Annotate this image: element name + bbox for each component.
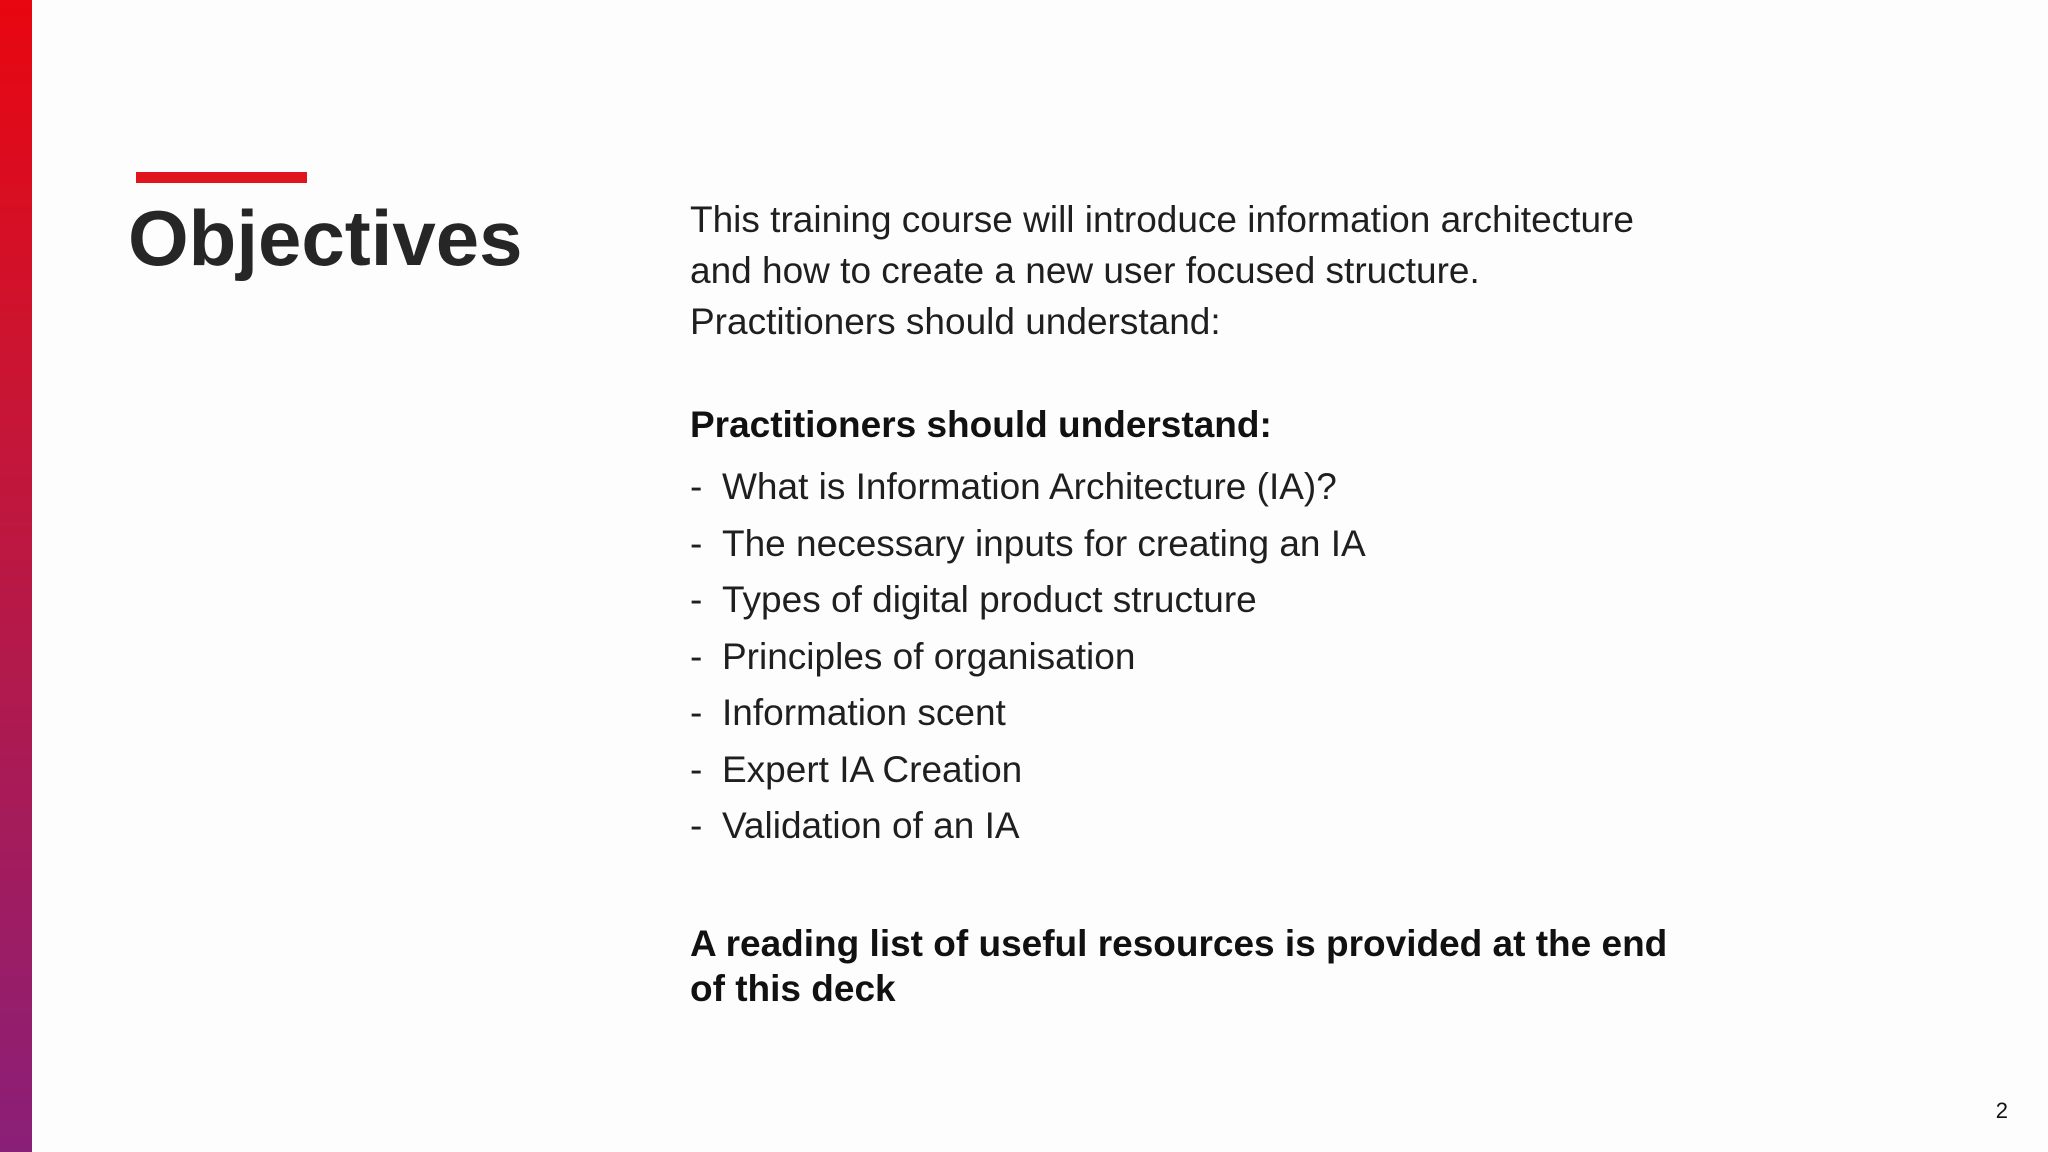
list-item (690, 742, 1730, 799)
content-body (690, 194, 1730, 1011)
list-item-text: Information scent (722, 692, 1006, 733)
intro-line: Practitioners should understand: (690, 301, 1221, 342)
bullet-dash: - (690, 466, 703, 507)
list-item (690, 459, 1730, 516)
list-item-text: Types of digital product structure (722, 579, 1257, 620)
reading-list-note: A reading list of useful resources is provided at the end of this deck (690, 922, 1668, 1009)
intro-paragraph (690, 194, 1730, 347)
list-item (690, 798, 1730, 855)
bullet-dash: - (690, 805, 703, 846)
list-item-text: Validation of an IA (722, 805, 1020, 846)
list-item (690, 516, 1730, 573)
list-item-text: Expert IA Creation (722, 748, 1023, 790)
objectives-subheading: Practitioners should understand: (690, 404, 1272, 445)
slide-title: Objectives (128, 194, 523, 282)
list-item-text: Principles of organisation (722, 635, 1136, 677)
intro-line: This training course will introduce information architecture (690, 199, 1634, 240)
bullet-dash: - (690, 522, 703, 564)
title-accent-line (136, 172, 307, 183)
bullet-dash: - (690, 579, 703, 620)
bullet-dash: - (690, 748, 703, 790)
gradient-side-bar (0, 0, 32, 1152)
objectives-list (690, 459, 1730, 855)
list-item-text: The necessary inputs for creating an IA (722, 522, 1366, 564)
list-item (690, 629, 1730, 686)
page-number: 2 (1995, 1098, 2008, 1123)
intro-line: and how to create a new user focused structure. (690, 250, 1480, 291)
bullet-dash: - (690, 692, 703, 733)
list-item (690, 572, 1730, 629)
list-item (690, 685, 1730, 742)
list-item-text: What is Information Architecture (IA)? (722, 466, 1337, 507)
bullet-dash: - (690, 635, 703, 677)
